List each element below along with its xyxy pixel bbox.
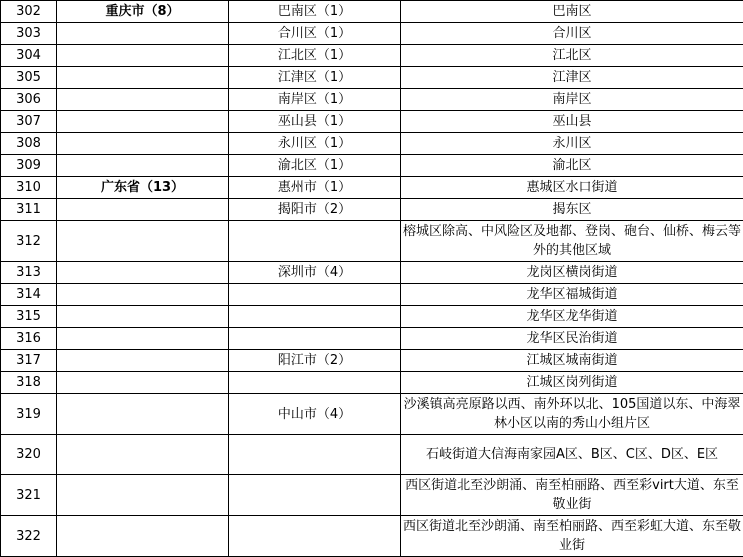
city-cell: 江北区（1） bbox=[229, 45, 401, 67]
table-body bbox=[1, 1, 743, 557]
table-row bbox=[1, 475, 743, 516]
area-cell: 石岐街道大信海南家园A区、B区、C区、D区、E区 bbox=[401, 435, 743, 475]
area-cell: 龙华区龙华街道 bbox=[401, 306, 743, 328]
table-row bbox=[1, 516, 743, 557]
table-row bbox=[1, 262, 743, 284]
row-number-cell: 317 bbox=[1, 350, 57, 372]
area-cell: 龙华区民治街道 bbox=[401, 328, 743, 350]
table-row bbox=[1, 89, 743, 111]
province-cell bbox=[57, 111, 229, 133]
row-number-cell: 315 bbox=[1, 306, 57, 328]
province-cell bbox=[57, 133, 229, 155]
province-cell bbox=[57, 199, 229, 221]
table-row bbox=[1, 284, 743, 306]
row-number-cell: 311 bbox=[1, 199, 57, 221]
row-number-cell: 322 bbox=[1, 516, 57, 557]
city-cell: 渝北区（1） bbox=[229, 155, 401, 177]
area-cell: 西区街道北至沙朗涌、南至柏丽路、西至彩虹大道、东至敬业街 bbox=[401, 516, 743, 557]
area-cell: 沙溪镇高亮原路以西、南外环以北、105国道以东、中海翠林小区以南的秀山小组片区 bbox=[401, 394, 743, 435]
area-cell: 龙华区福城街道 bbox=[401, 284, 743, 306]
area-cell: 南岸区 bbox=[401, 89, 743, 111]
area-cell: 龙岗区横岗街道 bbox=[401, 262, 743, 284]
row-number-cell: 307 bbox=[1, 111, 57, 133]
area-cell: 江城区岗列街道 bbox=[401, 372, 743, 394]
area-cell: 永川区 bbox=[401, 133, 743, 155]
city-cell bbox=[229, 221, 401, 262]
city-cell: 南岸区（1） bbox=[229, 89, 401, 111]
city-cell: 阳江市（2） bbox=[229, 350, 401, 372]
province-cell bbox=[57, 435, 229, 475]
province-cell bbox=[57, 262, 229, 284]
row-number-cell: 316 bbox=[1, 328, 57, 350]
row-number-cell: 314 bbox=[1, 284, 57, 306]
province-cell bbox=[57, 516, 229, 557]
province-cell: 重庆市（8） bbox=[57, 1, 229, 23]
table-row bbox=[1, 177, 743, 199]
city-cell bbox=[229, 435, 401, 475]
city-cell bbox=[229, 475, 401, 516]
city-cell: 巴南区（1） bbox=[229, 1, 401, 23]
city-cell: 中山市（4） bbox=[229, 394, 401, 435]
table-row bbox=[1, 372, 743, 394]
row-number-cell: 306 bbox=[1, 89, 57, 111]
area-cell: 渝北区 bbox=[401, 155, 743, 177]
province-cell bbox=[57, 23, 229, 45]
table-row bbox=[1, 306, 743, 328]
province-cell: 广东省（13） bbox=[57, 177, 229, 199]
row-number-cell: 320 bbox=[1, 435, 57, 475]
province-cell bbox=[57, 284, 229, 306]
area-cell: 惠城区水口街道 bbox=[401, 177, 743, 199]
area-cell: 揭东区 bbox=[401, 199, 743, 221]
table-row bbox=[1, 111, 743, 133]
area-cell: 巫山县 bbox=[401, 111, 743, 133]
province-cell bbox=[57, 67, 229, 89]
province-cell bbox=[57, 350, 229, 372]
table-row bbox=[1, 394, 743, 435]
area-cell: 江北区 bbox=[401, 45, 743, 67]
city-cell bbox=[229, 328, 401, 350]
table-row bbox=[1, 1, 743, 23]
city-cell bbox=[229, 516, 401, 557]
province-cell bbox=[57, 394, 229, 435]
row-number-cell: 318 bbox=[1, 372, 57, 394]
province-cell bbox=[57, 221, 229, 262]
row-number-cell: 309 bbox=[1, 155, 57, 177]
area-cell: 江津区 bbox=[401, 67, 743, 89]
area-cell: 合川区 bbox=[401, 23, 743, 45]
row-number-cell: 304 bbox=[1, 45, 57, 67]
city-cell: 揭阳市（2） bbox=[229, 199, 401, 221]
area-cell: 西区街道北至沙朗涌、南至柏丽路、西至彩virt大道、东至敬业街 bbox=[401, 475, 743, 516]
row-number-cell: 303 bbox=[1, 23, 57, 45]
row-number-cell: 319 bbox=[1, 394, 57, 435]
table-row bbox=[1, 45, 743, 67]
table-row bbox=[1, 155, 743, 177]
row-number-cell: 321 bbox=[1, 475, 57, 516]
table-row bbox=[1, 23, 743, 45]
city-cell: 惠州市（1） bbox=[229, 177, 401, 199]
city-cell bbox=[229, 284, 401, 306]
city-cell: 合川区（1） bbox=[229, 23, 401, 45]
province-cell bbox=[57, 372, 229, 394]
city-cell bbox=[229, 372, 401, 394]
row-number-cell: 310 bbox=[1, 177, 57, 199]
row-number-cell: 302 bbox=[1, 1, 57, 23]
province-cell bbox=[57, 328, 229, 350]
area-cell: 巴南区 bbox=[401, 1, 743, 23]
area-cell: 江城区城南街道 bbox=[401, 350, 743, 372]
table-row bbox=[1, 133, 743, 155]
row-number-cell: 312 bbox=[1, 221, 57, 262]
province-cell bbox=[57, 475, 229, 516]
city-cell bbox=[229, 306, 401, 328]
row-number-cell: 308 bbox=[1, 133, 57, 155]
table-row bbox=[1, 221, 743, 262]
city-cell: 永川区（1） bbox=[229, 133, 401, 155]
province-cell bbox=[57, 306, 229, 328]
table-row bbox=[1, 328, 743, 350]
area-cell: 榕城区除高、中风险区及地都、登岗、砲台、仙桥、梅云等外的其他区域 bbox=[401, 221, 743, 262]
province-cell bbox=[57, 89, 229, 111]
city-cell: 巫山县（1） bbox=[229, 111, 401, 133]
table-row bbox=[1, 199, 743, 221]
table-row bbox=[1, 67, 743, 89]
province-cell bbox=[57, 45, 229, 67]
city-cell: 深圳市（4） bbox=[229, 262, 401, 284]
row-number-cell: 305 bbox=[1, 67, 57, 89]
table-row bbox=[1, 435, 743, 475]
row-number-cell: 313 bbox=[1, 262, 57, 284]
table-row bbox=[1, 350, 743, 372]
city-cell: 江津区（1） bbox=[229, 67, 401, 89]
province-cell bbox=[57, 155, 229, 177]
